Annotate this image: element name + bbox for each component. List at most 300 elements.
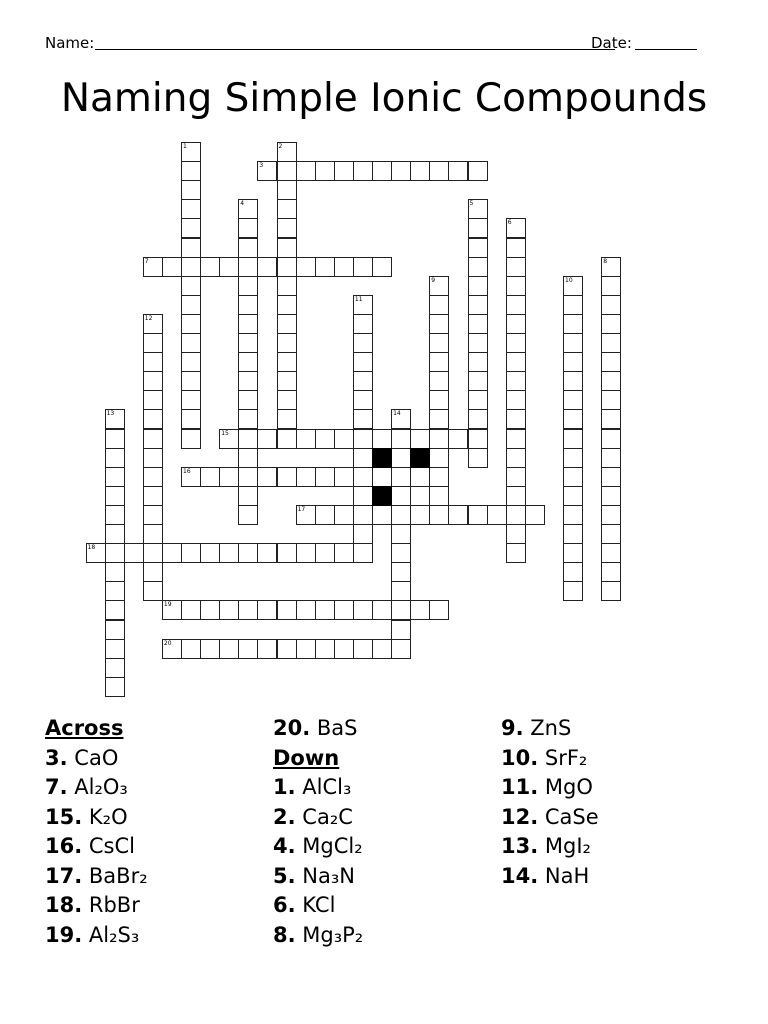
crossword-cell[interactable] [296,257,316,277]
crossword-cell[interactable] [448,429,468,449]
crossword-cell[interactable] [353,486,373,506]
crossword-cell[interactable] [105,429,125,449]
crossword-cell[interactable] [372,257,392,277]
crossword-cell[interactable] [238,448,258,468]
crossword-cell[interactable] [200,543,220,563]
crossword-cell[interactable] [601,524,621,544]
crossword-cell[interactable] [277,199,297,219]
crossword-cell[interactable] [105,620,125,640]
clue-text: CsCl [88,834,135,858]
crossword-cell[interactable] [143,352,163,372]
clue-number: 9. [501,716,524,740]
crossword-cell[interactable] [181,257,201,277]
crossword-cell[interactable] [353,639,373,659]
crossword-cell[interactable] [181,314,201,334]
crossword-cell[interactable] [563,333,583,353]
clue-number: 6. [273,893,296,917]
crossword-cell[interactable] [563,543,583,563]
crossword-cell[interactable] [506,524,526,544]
crossword-cell[interactable] [563,486,583,506]
clue-text: KCl [302,893,336,917]
crossword-cell[interactable] [353,429,373,449]
crossword-cell[interactable] [563,581,583,601]
clue-item [501,714,599,744]
clue-text: BaBr₂ [88,863,148,888]
crossword-cell[interactable] [238,600,258,620]
clue-text: CaO [74,745,119,770]
crossword-cell[interactable] [277,467,297,487]
crossword-cell[interactable] [181,371,201,391]
clue-text: ZnS [530,716,572,740]
crossword-cell[interactable] [105,581,125,601]
crossword-cell[interactable] [468,448,488,468]
crossword-cell[interactable] [468,295,488,315]
crossword-cell[interactable] [563,562,583,582]
crossword-cell[interactable] [391,600,411,620]
crossword-cell[interactable] [506,371,526,391]
crossword-cell[interactable] [277,409,297,429]
crossword-cell[interactable] [468,352,488,372]
clue-number-label: 20 [163,639,172,647]
crossword-cell[interactable] [429,429,449,449]
crossword-cell[interactable] [277,352,297,372]
crossword-cell[interactable] [257,639,277,659]
crossword-cell[interactable] [601,562,621,582]
crossword-cell[interactable] [105,448,125,468]
crossword-cell[interactable] [219,639,239,659]
crossword-cell[interactable] [525,505,545,525]
crossword-cell[interactable] [353,333,373,353]
clue-item [45,803,148,833]
crossword-cell[interactable] [105,524,125,544]
crossword-cell[interactable] [143,562,163,582]
crossword-cell[interactable] [238,352,258,372]
crossword-cell[interactable] [143,409,163,429]
crossword-cell[interactable] [238,543,258,563]
crossword-cell[interactable] [334,161,354,181]
crossword-cell[interactable] [105,505,125,525]
crossword-cell[interactable] [277,543,297,563]
crossword-cell[interactable] [429,409,449,429]
crossword-cell[interactable] [353,467,373,487]
clue-item [501,803,599,833]
crossword-cell[interactable] [277,238,297,258]
crossword-cell[interactable] [200,600,220,620]
crossword-cell[interactable] [468,161,488,181]
crossword-cell[interactable] [429,600,449,620]
crossword-cell[interactable] [334,467,354,487]
crossword-cell[interactable] [506,467,526,487]
down-heading: Down [273,745,340,770]
clue-number: 11. [501,775,539,799]
clue-item [45,773,148,803]
clue-number-label: 15 [221,429,229,437]
crossword-cell[interactable] [601,352,621,372]
crossword-cell[interactable] [563,505,583,525]
clue-item [45,832,148,862]
crossword-cell[interactable] [238,467,258,487]
crossword-cell[interactable] [563,429,583,449]
crossword-cell[interactable] [448,505,468,525]
crossword-cell[interactable] [334,257,354,277]
crossword-cell[interactable] [429,295,449,315]
across-heading: Across [45,716,124,740]
crossword-cell[interactable] [238,333,258,353]
crossword-cell[interactable] [143,543,163,563]
crossword-cell[interactable] [315,467,335,487]
crossword-cell[interactable] [143,486,163,506]
crossword-cell[interactable] [563,371,583,391]
crossword-cell[interactable] [391,161,411,181]
crossword-cell[interactable] [238,295,258,315]
crossword-cell[interactable] [506,486,526,506]
crossword-cell[interactable] [143,467,163,487]
crossword-cell[interactable] [563,314,583,334]
crossword-cell[interactable] [391,467,411,487]
clue-number-label: 10 [565,276,573,284]
crossword-cell[interactable] [181,238,201,258]
clue-number: 17. [45,863,83,888]
crossword-cell[interactable] [468,257,488,277]
crossword-cell[interactable] [372,429,392,449]
crossword-cell[interactable] [181,429,201,449]
clue-number-label: 11 [354,295,363,303]
crossword-cell[interactable] [353,524,373,544]
crossword-cell[interactable] [315,161,335,181]
crossword-cell[interactable] [277,161,297,181]
crossword-cell[interactable] [181,199,201,219]
crossword-cell[interactable] [353,505,373,525]
crossword-cell[interactable] [105,562,125,582]
crossword-cell[interactable] [257,257,277,277]
crossword-cell[interactable] [143,505,163,525]
crossword-cell[interactable] [506,257,526,277]
clue-number: 3. [45,745,68,770]
crossword-cell[interactable] [143,390,163,410]
crossword-cell[interactable] [353,161,373,181]
crossword-cell[interactable] [296,429,316,449]
crossword-cell[interactable] [601,543,621,563]
crossword-cell[interactable] [296,543,316,563]
clue-item [501,862,599,892]
crossword-cell[interactable] [487,505,507,525]
crossword-cell[interactable] [219,600,239,620]
crossword-cell[interactable] [277,639,297,659]
crossword-cell[interactable] [391,429,411,449]
crossword-cell[interactable] [372,161,392,181]
crossword-cell[interactable] [238,390,258,410]
crossword-cell[interactable] [219,543,239,563]
crossword-cell[interactable] [238,505,258,525]
crossword-cell[interactable] [181,333,201,353]
crossword-cell[interactable] [506,295,526,315]
crossword-cell[interactable] [391,620,411,640]
crossword-cell[interactable] [410,505,430,525]
crossword-cell[interactable] [468,409,488,429]
crossword-cell[interactable] [353,352,373,372]
crossword-cell[interactable] [105,467,125,487]
clue-number: 5. [273,863,296,888]
crossword-cell[interactable] [143,524,163,544]
page-title: Naming Simple Ionic Compounds [60,76,708,121]
clue-number-label: 16 [183,467,191,475]
crossword-cell[interactable] [601,295,621,315]
crossword-cell[interactable] [315,505,335,525]
clue-number: 10. [501,745,539,770]
crossword-cell[interactable] [372,505,392,525]
clue-column-2 [273,714,363,950]
crossword-cell[interactable] [124,543,144,563]
clue-number: 15. [45,804,83,829]
crossword-cell[interactable] [391,581,411,601]
crossword-cell[interactable] [277,333,297,353]
crossword-cell[interactable] [506,429,526,449]
crossword-cell[interactable] [468,429,488,449]
crossword-cell[interactable] [277,390,297,410]
crossword-cell[interactable] [334,600,354,620]
clue-item [45,862,148,892]
crossword-cell[interactable] [238,486,258,506]
crossword-cell[interactable] [238,257,258,277]
crossword-cell[interactable] [143,429,163,449]
crossword-cell[interactable] [506,505,526,525]
crossword-cell[interactable] [391,639,411,659]
crossword-cell[interactable] [410,467,430,487]
crossword-cell[interactable] [410,600,430,620]
crossword-cell[interactable] [238,314,258,334]
crossword-cell[interactable] [429,486,449,506]
crossword-cell[interactable] [563,352,583,372]
crossword-cell[interactable] [334,639,354,659]
clue-number: 8. [273,922,296,947]
crossword-cell[interactable] [277,429,297,449]
crossword-cell[interactable] [353,371,373,391]
crossword-cell[interactable] [448,161,468,181]
crossword-cell[interactable] [277,218,297,238]
crossword-cell[interactable] [468,505,488,525]
crossword-cell[interactable] [391,486,411,506]
crossword-cell[interactable] [143,333,163,353]
crossword-cell[interactable] [429,505,449,525]
crossword-cell[interactable] [200,639,220,659]
crossword-cell[interactable] [353,257,373,277]
crossword-cell[interactable] [162,257,182,277]
crossword-cell[interactable] [277,180,297,200]
crossword-cell[interactable] [506,333,526,353]
crossword-cell[interactable] [200,257,220,277]
clue-number-label: 8 [603,257,608,265]
clue-text: SrF₂ [544,745,588,770]
crossword-cell[interactable] [601,448,621,468]
crossword-cell[interactable] [429,371,449,391]
crossword-cell[interactable] [506,543,526,563]
crossword-cell[interactable] [353,543,373,563]
clue-text: Ca₂C [302,804,353,829]
crossword-cell[interactable] [468,390,488,410]
clue-number: 16. [45,834,83,858]
crossword-cell[interactable] [353,390,373,410]
clue-number-label: 2 [278,143,283,150]
crossword-cell[interactable] [181,352,201,372]
clue-text: K₂O [88,804,128,829]
crossword-cell[interactable] [353,600,373,620]
crossword-cell[interactable] [105,639,125,659]
crossword-cell[interactable] [601,276,621,296]
crossword-cell[interactable] [601,581,621,601]
crossword-cell[interactable] [429,448,449,468]
crossword-cell[interactable] [105,677,125,697]
crossword-cell[interactable] [601,390,621,410]
name-label: Name: [45,34,95,52]
crossword-cell[interactable] [429,467,449,487]
crossword-cell[interactable] [257,600,277,620]
crossword-cell[interactable] [105,658,125,678]
crossword-cell[interactable] [429,314,449,334]
crossword-cell[interactable] [601,429,621,449]
crossword-cell[interactable] [468,371,488,391]
crossword-cell[interactable] [353,448,373,468]
clue-text: MgCl₂ [302,834,363,858]
crossword-cell[interactable] [429,352,449,372]
crossword-cell[interactable] [506,314,526,334]
clue-item [273,862,363,892]
crossword-cell[interactable] [257,543,277,563]
crossword-cell[interactable] [429,161,449,181]
crossword-cell[interactable] [601,371,621,391]
crossword-cell[interactable] [506,409,526,429]
crossword-cell[interactable] [601,486,621,506]
crossword-cell[interactable] [181,161,201,181]
crossword-cell[interactable] [105,600,125,620]
crossword-cell[interactable] [257,429,277,449]
crossword-cell[interactable] [238,409,258,429]
crossword-cell[interactable] [334,543,354,563]
crossword-cell[interactable] [181,295,201,315]
crossword-cell[interactable] [143,371,163,391]
crossword-cell[interactable] [563,467,583,487]
crossword-cell[interactable] [238,276,258,296]
crossword-cell[interactable] [143,581,163,601]
clue-item [501,773,599,803]
crossword-cell[interactable] [143,448,163,468]
crossword-cell[interactable] [391,524,411,544]
crossword-cell[interactable] [563,390,583,410]
black-cell [372,486,392,506]
crossword-cell[interactable] [181,409,201,429]
crossword-cell[interactable] [105,486,125,506]
crossword-cell[interactable] [429,390,449,410]
crossword-cell[interactable] [506,390,526,410]
crossword-cell[interactable] [277,314,297,334]
crossword-cell[interactable] [391,448,411,468]
crossword-cell[interactable] [200,467,220,487]
clue-number-label: 3 [259,162,264,170]
clue-item [45,744,148,774]
crossword-cell[interactable] [315,600,335,620]
crossword-cell[interactable] [181,639,201,659]
crossword-cell[interactable] [601,333,621,353]
crossword-cell[interactable] [372,639,392,659]
crossword-cell[interactable] [372,600,392,620]
crossword-cell[interactable] [105,543,125,563]
crossword-cell[interactable] [181,390,201,410]
crossword-cell[interactable] [506,238,526,258]
crossword-cell[interactable] [181,600,201,620]
crossword-cell[interactable] [563,524,583,544]
crossword-cell[interactable] [601,409,621,429]
crossword-cell[interactable] [410,161,430,181]
crossword-cell[interactable] [277,600,297,620]
crossword-cell[interactable] [219,467,239,487]
crossword-cell[interactable] [315,543,335,563]
crossword-cell[interactable] [315,429,335,449]
crossword-cell[interactable] [372,467,392,487]
crossword-cell[interactable] [601,505,621,525]
crossword-cell[interactable] [162,543,182,563]
crossword-cell[interactable] [219,257,239,277]
crossword-cell[interactable] [468,314,488,334]
crossword-cell[interactable] [238,218,258,238]
crossword-cell[interactable] [277,371,297,391]
crossword-cell[interactable] [181,180,201,200]
clue-item [273,921,363,951]
crossword-cell[interactable] [296,161,316,181]
crossword-cell[interactable] [238,639,258,659]
crossword-cell[interactable] [391,562,411,582]
crossword-cell[interactable] [391,543,411,563]
crossword-cell[interactable] [391,505,411,525]
clue-number: 1. [273,775,296,799]
crossword-cell[interactable] [296,639,316,659]
crossword-cell[interactable] [563,295,583,315]
crossword-cell[interactable] [563,409,583,429]
crossword-cell[interactable] [277,257,297,277]
crossword-cell[interactable] [429,333,449,353]
clue-number-label: 7 [144,257,149,265]
crossword-cell[interactable] [315,639,335,659]
crossword-cell[interactable] [563,448,583,468]
crossword-cell[interactable] [315,257,335,277]
crossword-cell[interactable] [506,448,526,468]
crossword-cell[interactable] [277,295,297,315]
crossword-cell[interactable] [238,238,258,258]
crossword-cell[interactable] [353,314,373,334]
crossword-cell[interactable] [238,371,258,391]
crossword-cell[interactable] [468,276,488,296]
crossword-cell[interactable] [506,352,526,372]
crossword-cell[interactable] [181,218,201,238]
crossword-cell[interactable] [181,543,201,563]
crossword-cell[interactable] [334,429,354,449]
crossword-cell[interactable] [468,218,488,238]
clue-text: CaSe [544,804,599,829]
crossword-cell[interactable] [181,276,201,296]
clue-number: 18. [45,893,83,917]
crossword-cell[interactable] [410,429,430,449]
crossword-cell[interactable] [257,467,277,487]
crossword-cell[interactable] [238,429,258,449]
crossword-cell[interactable] [353,409,373,429]
crossword-cell[interactable] [334,505,354,525]
crossword-cell[interactable] [277,276,297,296]
crossword-cell[interactable] [296,600,316,620]
crossword-cell[interactable] [468,333,488,353]
crossword-cell[interactable] [506,276,526,296]
crossword-cell[interactable] [296,467,316,487]
crossword-cell[interactable] [468,238,488,258]
crossword-cell[interactable] [601,314,621,334]
crossword-cell[interactable] [601,467,621,487]
